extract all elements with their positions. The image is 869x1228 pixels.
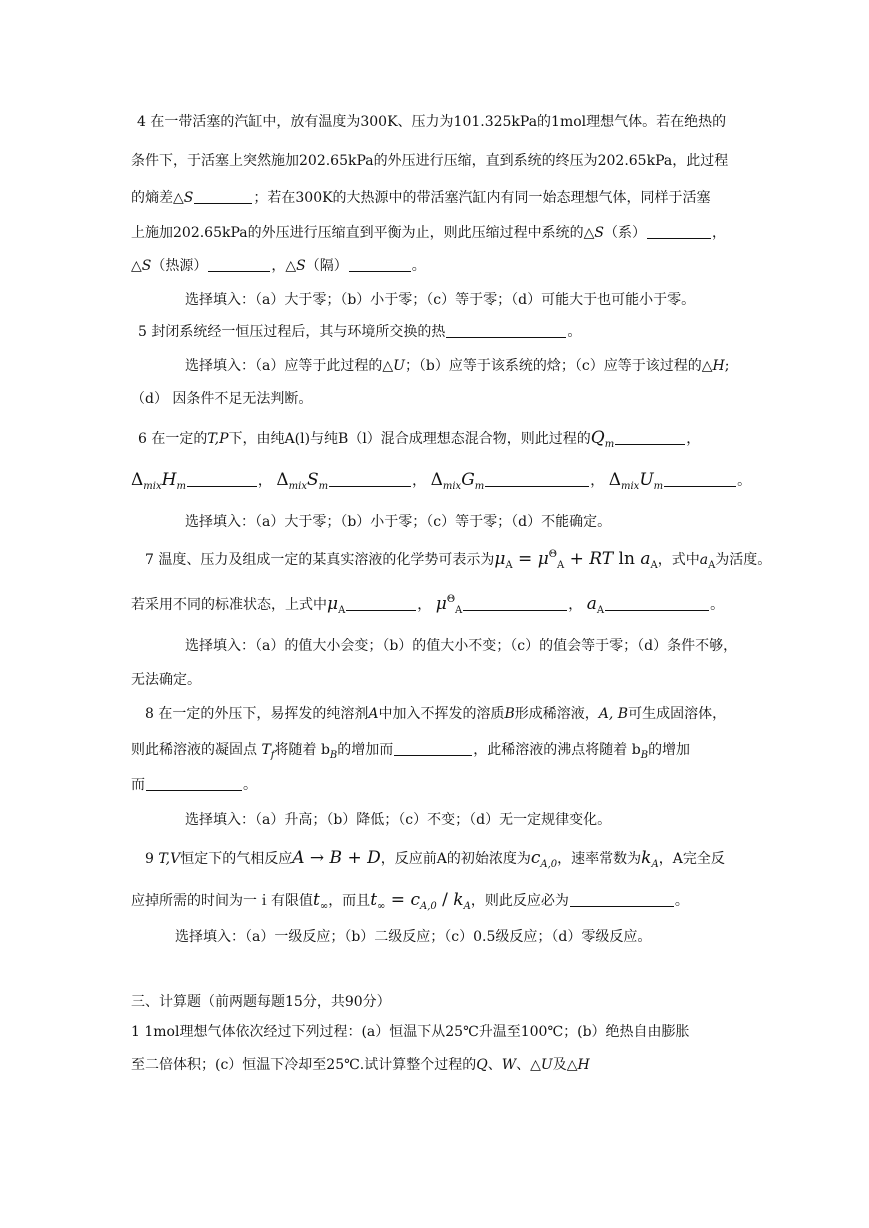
q6-blank-h[interactable] — [187, 472, 257, 487]
calc-problem-1-line-1: 1 1mol理想气体依次经过下列过程：(a）恒温下从25℃升温至100℃；(b）绝热自由膨胀 — [131, 1024, 690, 1040]
q4-blank-system[interactable] — [647, 224, 711, 239]
q8-blank-boiling[interactable] — [146, 776, 242, 791]
q4-line-5: △S（热源） ，△S（隔） 。 — [131, 258, 426, 274]
q5-line-1: 5 封闭系统经一恒压过程后，其与环境所交换的热 。 — [138, 324, 582, 340]
q4-blank-source[interactable] — [208, 257, 270, 272]
q6-blank-g[interactable] — [485, 472, 589, 487]
q8-line-2: 则此稀溶液的凝固点 $T_f$将随着 $b_B$的增加而 ，此稀溶液的沸点将随着 $b_B$的增加 — [131, 742, 691, 761]
q7-line-1: 7 温度、压力及组成一定的某真实溶液的化学势可表示为$\mu_A = \mu^\Theta_A$ + RT $\ln a_A$，式中$a_A$为活度。 — [145, 549, 772, 571]
q7-choices-line-2: 无法确定。 — [131, 672, 201, 688]
calc-problem-1-line-2: 至二倍体积；(c）恒温下冷却至25℃.试计算整个过程的Q、W、△U及△H — [131, 1057, 590, 1073]
q8-blank-freezing[interactable] — [394, 741, 472, 756]
q4-line-4: 上施加202.65kPa的外压进行压缩直到平衡为止，则此压缩过程中系统的△S（系） ， — [131, 225, 726, 241]
q6-blank-s[interactable] — [329, 472, 411, 487]
q7-blank-mu-standard[interactable] — [463, 596, 567, 611]
q9-line-2: 应掉所需的时间为一ｉ有限值$t_\infty$，而且$t_\infty = c_{A,0} / k_A$，则此反应必为 。 — [131, 890, 689, 912]
q5-choices-line-1: 选择填入：（a）应等于此过程的△U；（b）应等于该系统的焓；（c）应等于该过程的△H; — [185, 358, 730, 374]
q7-choices-line-1: 选择填入：（a）的值大小会变；（b）的值大小不变；（c）的值会等于零；（d）条件不够， — [185, 638, 738, 654]
q6-line-2: $\Delta_{mix}H_m$ ， $\Delta_{mix}S_m$ ， $\Delta_{mix}G_m$ ， $\Delta_{mix}U_m$ 。 — [131, 470, 752, 492]
q5-choices-line-2: （d） 因条件不足无法判断。 — [131, 391, 313, 407]
section-3-heading: 三、计算题（前两题每题15分，共90分） — [131, 994, 391, 1010]
q9-choices: 选择填入：（a）一级反应；（b）二级反应；（c）0.5级反应；（d）零级反应。 — [175, 929, 652, 945]
q9-line-1: 9 T,V恒定下的气相反应A → B + D，反应前A的初始浓度为$c_{A,0}$，速率常数为$k_A$，A完全反 — [145, 848, 725, 870]
q6-choices: 选择填入：（a）大于零；（b）小于零；（c）等于零；（d）不能确定。 — [185, 514, 612, 530]
q9-time-formula: $t_\infty = c_{A,0} / k_A$ — [370, 890, 471, 912]
q4-blank-isolated[interactable] — [349, 257, 411, 272]
q7-line-2: 若采用不同的标准状态，上式中$\mu_A$ ， $\mu^\Theta_A$ ， $a_A$ 。 — [131, 594, 725, 616]
q4-blank-entropy[interactable] — [194, 189, 252, 204]
q8-line-1: 8 在一定的外压下，易挥发的纯溶剂A中加入不挥发的溶质B形成稀溶液，A, B可生成固溶体， — [145, 706, 727, 722]
q8-choices: 选择填入：（a）升高；（b）降低；（c）不变；（d）无一定规律变化。 — [185, 812, 612, 828]
q8-line-3: 而 。 — [131, 777, 257, 793]
q6-blank-q[interactable] — [615, 430, 685, 445]
q4-choices: 选择填入：（a）大于零；（b）小于零；（c）等于零；（d）可能大于也可能小于零。 — [185, 292, 696, 308]
q7-blank-activity[interactable] — [605, 596, 709, 611]
q6-blank-u[interactable] — [664, 472, 736, 487]
q6-line-1: 6 在一定的T,P下，由纯A(l)与纯B（l）混合成理想态混合物，则此过程的$Q_m$ ， — [138, 428, 701, 450]
q4-line-3: 的熵差△S ；若在300K的大热源中的带活塞汽缸内有同一始态理想气体，同样于活塞 — [131, 190, 711, 206]
q9-blank-order[interactable] — [570, 892, 674, 907]
q4-line-1: 4 在一带活塞的汽缸中，放有温度为300K、压力为101.325kPa的1mol理想气体。若在绝热的 — [137, 114, 727, 130]
q5-blank-heat[interactable] — [446, 323, 566, 338]
q4-line-2: 条件下，于活塞上突然施加202.65kPa的外压进行压缩，直到系统的终压为202.65kPa，此过程 — [131, 153, 729, 169]
q9-reaction: A → B + D — [292, 848, 381, 868]
q7-blank-mu[interactable] — [346, 596, 416, 611]
q7-chemical-potential-formula: $\mu_A = \mu^\Theta_A$ + RT $\ln a_A$ — [494, 549, 658, 571]
